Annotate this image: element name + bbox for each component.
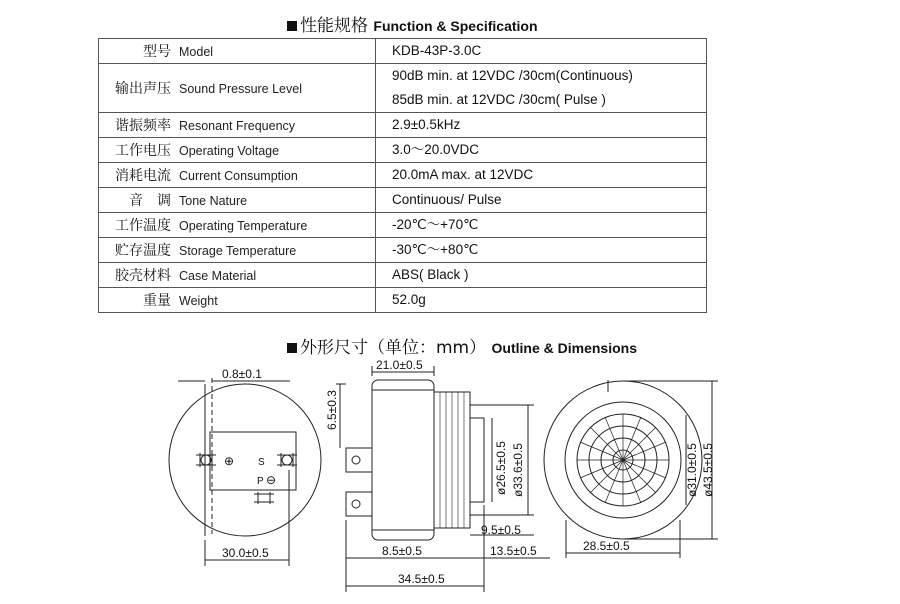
spec-label-en: Case Material	[179, 269, 257, 283]
back-view	[169, 367, 321, 566]
spec-label-en: Sound Pressure Level	[179, 82, 302, 96]
spec-label-cell	[99, 113, 376, 138]
terminal-plus-label: ⊕	[224, 454, 235, 468]
spec-value-cell	[376, 238, 707, 263]
spec-title-en: Function & Specification	[373, 18, 538, 34]
spec-value: ABS( Black )	[392, 267, 469, 282]
spec-label-cell	[99, 213, 376, 238]
spec-section-title	[287, 11, 538, 36]
spec-row	[99, 188, 707, 213]
front-offset-label: 13.5±0.5	[490, 544, 537, 558]
spec-label-cn: 重量	[143, 293, 171, 309]
spec-value: 85dB min. at 12VDC /30cm( Pulse )	[392, 92, 606, 107]
spec-value-cell	[376, 39, 707, 64]
dia-front-small-label: ø26.5±0.5	[494, 441, 508, 495]
terminal-screw-bottom	[254, 492, 274, 504]
outline-title-en: Outline & Dimensions	[491, 340, 637, 356]
spec-label-cell	[99, 138, 376, 163]
grille-width-label: 28.5±0.5	[583, 539, 630, 553]
spec-row	[99, 138, 707, 163]
overall-length-label: 34.5±0.5	[398, 572, 445, 586]
spec-label-cell	[99, 39, 376, 64]
spec-value: Continuous/ Pulse	[392, 192, 502, 207]
terminal-screw-right	[277, 453, 297, 467]
spec-label-en: Model	[179, 45, 214, 59]
spec-label-cn: 谐振频率	[115, 118, 171, 134]
terminal-length-label: 8.5±0.5	[382, 544, 422, 558]
dia-outer-label: ø43.5±0.5	[701, 443, 715, 497]
spec-label-en: Current Consumption	[179, 169, 298, 183]
spec-value: -30℃～+80℃	[392, 242, 479, 257]
lead-thickness-label: 0.8±0.1	[222, 367, 262, 381]
spec-label-cell	[99, 188, 376, 213]
back-width-label: 30.0±0.5	[222, 546, 269, 560]
terminal-minus-label: ⊖	[266, 473, 277, 487]
spec-value: 90dB min. at 12VDC /30cm(Continuous)	[392, 68, 633, 83]
spec-table-body	[99, 39, 707, 313]
spec-label-cn: 消耗电流	[115, 168, 171, 184]
side-view	[325, 358, 550, 592]
spec-label-cell	[99, 238, 376, 263]
spec-label-cn: 贮存温度	[115, 243, 171, 259]
front-view	[544, 380, 718, 558]
terminal-s-label: S	[258, 457, 265, 468]
dia-inner-label: ø31.0±0.5	[685, 443, 699, 497]
spec-label-cn: 工作电压	[115, 143, 171, 159]
side-terminal-upper	[346, 448, 372, 472]
back-view-outline	[169, 384, 321, 536]
square-bullet-icon	[287, 21, 297, 31]
spec-label-cn: 输出声压	[115, 81, 171, 97]
spec-row	[99, 163, 707, 188]
spec-label-cell	[99, 64, 376, 113]
outline-title-cn: 外形尺寸（单位：mm）	[300, 338, 487, 358]
spec-value: 20.0mA max. at 12VDC	[392, 167, 534, 182]
terminal-p-label: P	[257, 476, 264, 487]
spec-label-en: Storage Temperature	[179, 244, 297, 258]
spec-row	[99, 238, 707, 263]
spec-value: 3.0～20.0VDC	[392, 142, 480, 157]
spec-value-cell	[376, 138, 707, 163]
spec-value-cell	[376, 163, 707, 188]
spec-value-cell	[376, 188, 707, 213]
spec-row	[99, 213, 707, 238]
grille-spokes	[577, 414, 669, 506]
spec-label-en: Operating Temperature	[179, 219, 308, 233]
spec-value: -20℃～+70℃	[392, 217, 479, 232]
back-terminal-plate	[210, 432, 296, 490]
dia-front-label: ø33.6±0.5	[511, 443, 525, 497]
spec-label-en: Operating Voltage	[179, 144, 280, 158]
spec-label-en: Tone Nature	[179, 194, 248, 208]
spec-value-cell	[376, 113, 707, 138]
spec-label-cn: 型号	[143, 44, 171, 60]
spec-row	[99, 263, 707, 288]
spec-value: 52.0g	[392, 292, 426, 307]
side-terminal-lower	[346, 492, 372, 516]
bezel-depth-label: 9.5±0.5	[481, 523, 521, 537]
spec-row	[99, 288, 707, 313]
side-view-body	[372, 380, 434, 540]
spec-label-cn: 音 调	[129, 193, 171, 209]
spec-title-cn: 性能规格	[300, 16, 368, 36]
spec-value-cell	[376, 213, 707, 238]
spec-label-en: Weight	[179, 294, 218, 308]
spec-value-cell	[376, 64, 707, 113]
spec-row	[99, 113, 707, 138]
body-depth-label: 21.0±0.5	[376, 358, 423, 372]
spec-label-cell	[99, 288, 376, 313]
spec-label-cn: 胶壳材料	[115, 268, 171, 284]
spec-value-cell	[376, 263, 707, 288]
spec-row	[99, 39, 707, 64]
spec-label-en: Resonant Frequency	[179, 119, 296, 133]
spec-label-cell	[99, 263, 376, 288]
terminal-height-label: 6.5±0.3	[325, 390, 339, 430]
terminal-screw-left	[196, 453, 216, 467]
spec-value: KDB-43P-3.0C	[392, 43, 482, 58]
spec-row	[99, 64, 707, 113]
bezel-knurl	[440, 392, 464, 528]
outline-drawing	[0, 330, 900, 604]
spec-table	[98, 38, 707, 313]
spec-label-cell	[99, 163, 376, 188]
side-view-front	[470, 418, 484, 502]
spec-value: 2.9±0.5kHz	[392, 117, 461, 132]
spec-value-cell	[376, 288, 707, 313]
spec-label-cn: 工作温度	[115, 218, 171, 234]
